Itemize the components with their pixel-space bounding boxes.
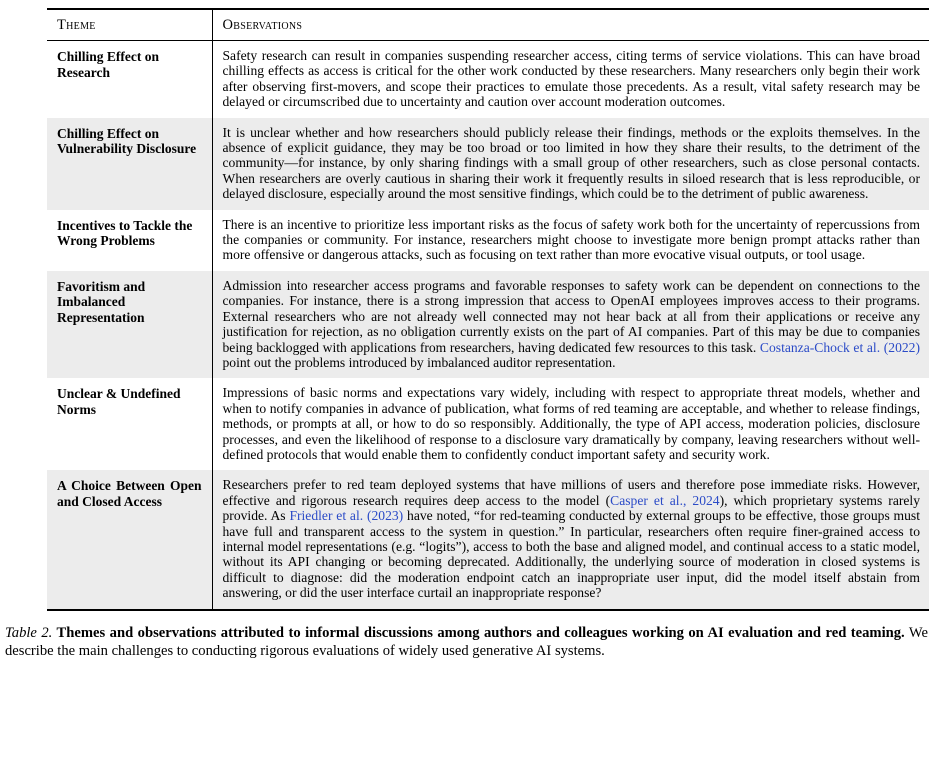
citation-link[interactable]: Friedler et al. (2023)	[289, 508, 404, 524]
table-row	[47, 271, 929, 378]
theme-cell-chilling-effect-research: Chilling Effect on Research	[57, 49, 160, 80]
theme-cell-favoritism-representation: Favoritism and Imbalanced Representation	[57, 278, 146, 325]
caption-label: Table 2.	[5, 624, 53, 641]
table-row	[47, 378, 929, 470]
observation-text: ), which proprietary systems rarely provide. As	[222, 492, 920, 524]
observation-text: It is unclear whether and how researchers should publicly release their findings, methods or the exploits themselves. In the absence of explicit guidance, they may be too broad or too limited in how they share their results, to the detriment of the community—for instance, by only sharing findings with a small group of other researchers, such as close personal contacts. When researchers are overly cautious in sharing their work it frequently results in siloed research that is less reproducible, or delayed disclosure, especially around the most sensitive findings, which could be to the detriment of public awareness.	[222, 124, 920, 202]
observations-cell	[212, 118, 929, 210]
observations-cell	[212, 210, 929, 271]
column-header-observations: Observations	[212, 9, 929, 41]
citation-link[interactable]: Casper et al., 2024	[610, 492, 720, 508]
observation-text: There is an incentive to prioritize less important risks as the focus of safety work both for the uncertainty of repercussions from the companies or community. For instance, researchers might choose to investigate more benign prompt attacks rather than more offensive or dangerous attacks, such as focusing on text rather than more evocative visual outputs, or tool usage.	[222, 216, 920, 263]
table-header-row	[47, 9, 929, 41]
citation-link[interactable]: Costanza-Chock et al. (2022)	[759, 339, 920, 355]
table-row	[47, 470, 929, 609]
observation-text: Admission into researcher access programs and favorable responses to safety work can be dependent on connections to the companies. For instance, there is a strong impression that access to OpenAI employees improves access to their programs. External researchers who are not already well connected may not hear back at all from their applications or receive any justification for rejection, as no obligation currently exists on the part of AI companies. Part of this may be due to companies being backlogged with applications from researchers, having dedicated few resources to this task.	[222, 277, 920, 355]
observations-cell	[212, 271, 929, 378]
observation-text: Researchers prefer to red team deployed systems that have millions of users and therefore pose immediate risks. However, effective and rigorous research requires deep access to the model (	[222, 477, 920, 508]
observations-cell	[212, 378, 929, 470]
caption-body-text: We describe the main challenges to conducting rigorous evaluations of widely used generative AI systems.	[5, 624, 928, 659]
themes-observations-table	[47, 8, 929, 611]
table-caption	[5, 624, 929, 660]
observation-text: have noted, “for red-teaming conducted by external groups to be effective, those groups must have full and transparent access to the system in question.” In particular, researchers often require finer-grained access to internal model representations (e.g. “logits”), access to both the base and aligned model, and continual access to a static model, without its API changing or becoming deprecated. Additionally, the underlying source of moderation in closed systems is difficult to diagnose: did the moderation endpoint catch an inappropriate user input, did the model itself abstain from answering, or did the user interface curtail an inappropriate response?	[222, 508, 920, 601]
observation-text: Impressions of basic norms and expectations vary widely, including with respect to appropriate threat models, whether and when to notify companies in advance of publication, what forms of red teaming are acceptable, and whether to release findings, methods, or prompts at all, or how to do so responsibly. Additionally, the type of API access, moderation policies, disclosure processes, and even the likelihood of response to a disclosure vary dramatically by company, leaving researchers without well-defined protocols that would enable them to confidently conduct important safety and security work.	[222, 385, 920, 462]
table-row	[47, 210, 929, 271]
observation-text: point out the problems introduced by imbalanced auditor representation.	[222, 354, 616, 370]
caption-bold-text: Themes and observations attributed to informal discussions among authors and colleagues working on AI evaluation and red teaming.	[52, 624, 905, 641]
column-header-theme: Theme	[47, 9, 212, 41]
theme-cell-incentives-wrong-problems: Incentives to Tackle the Wrong Problems	[57, 217, 193, 249]
observation-text: Safety research can result in companies suspending researcher access, citing terms of service violations. This can have broad chilling effects as access is critical for the other work conducted by these researchers. Many researchers only begin their work after observing first-movers, and scope their practices to emulate those precedents. As a result, vital safety research may be delayed or circumscribed due to uncertainty and caution over account moderation outcomes.	[222, 48, 920, 110]
table-row	[47, 41, 929, 118]
theme-cell-open-closed-access: A Choice Between Open and Closed Access	[57, 478, 202, 509]
observations-cell	[212, 41, 929, 118]
theme-cell-unclear-norms: Unclear & Undefined Norms	[57, 386, 181, 417]
table-row	[47, 118, 929, 210]
observations-cell	[212, 470, 929, 609]
theme-cell-chilling-effect-disclosure: Chilling Effect on Vulnerability Disclosure	[57, 125, 197, 157]
